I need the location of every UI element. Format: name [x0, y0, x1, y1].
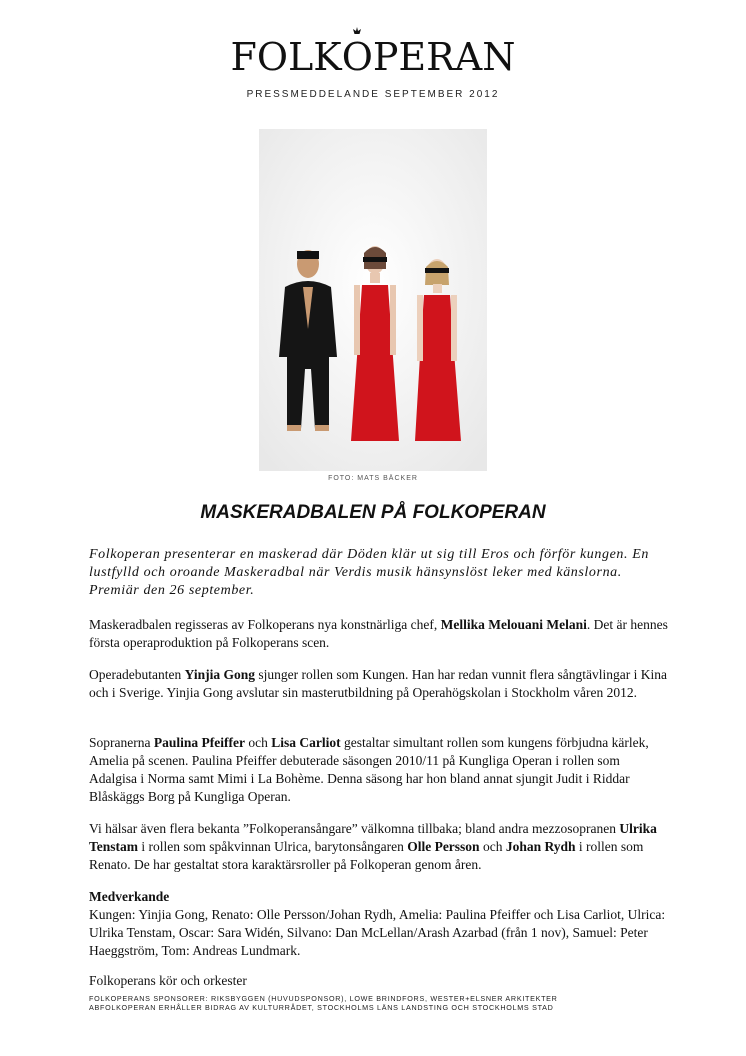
sponsors-footer — [89, 994, 689, 1012]
singer-olle-persson: Olle Persson — [407, 839, 480, 854]
logo-text-right: PERAN — [372, 35, 516, 79]
paragraph-returning-singers: Vi hälsar även flera bekanta ”Folkoperansångare” välkomna tillbaka; bland andra mezzosopranen Ulrika Tenstam i rollen som spåkvinnan Ulrica, barytonsångaren Olle Persson och Johan Rydh i rollen som Renato. De har gestaltat stora karaktärsroller på Folkoperan genom åren. — [89, 821, 657, 872]
paragraph-king: Operadebutanten Yinjia Gong sjunger rollen som Kungen. Han har redan vunnit flera sångtävlingar i Kina och i Sverige. Yinjia Gong avslutar sin masterutbildning på Operahögskolan i Stockholm våren 2012. — [89, 667, 667, 700]
sponsors-line-1: FOLKOPERANS SPONSORER: RIKSBYGGEN (HUVUDSPONSOR), LOWE BRINDFORS, WESTER+ELSNER ARKITEKTER — [89, 994, 558, 1003]
folkoperan-logo — [0, 36, 746, 78]
cast-heading: Medverkande — [89, 889, 170, 904]
cast-text: Kungen: Yinjia Gong, Renato: Olle Persson/Johan Rydh, Amelia: Paulina Pfeiffer och Lisa Carliot, Ulrica: Ulrika Tenstam, Oscar: Sara Widén, Silvano: Dan McLellan/Arash Azarbad (från 1 nov), Samuel: Peter Haeggström, Tom: Andreas Lundmark. — [89, 907, 666, 958]
headline: MASKERADBALEN PÅ FOLKOPERAN — [200, 502, 546, 523]
photo-credit: FOTO: MATS BÄCKER — [328, 475, 418, 482]
paragraph-choir-orchestra: Folkoperans kör och orkester — [89, 973, 247, 988]
singer-ulrika-tenstam: Ulrika Tenstam — [89, 821, 657, 854]
logo-text-left: FOLK — [230, 35, 342, 79]
paragraph-cast-list — [89, 888, 669, 960]
director-name: Mellika Melouani Melani — [440, 617, 587, 632]
singer-johan-rydh: Johan Rydh — [505, 839, 576, 854]
press-release-date: PRESSMEDDELANDE SEPTEMBER 2012 — [246, 89, 500, 100]
cast-photo-illustration — [259, 129, 487, 471]
logo-o: O — [342, 36, 373, 78]
lead-paragraph: Folkoperan presenterar en maskerad där Döden klär ut sig till Eros och förför kungen. En lustfylld och oroande Maskeradbal när Verdis musik hänsynslöst leker med känslorna. Premiär den 26 september. — [89, 547, 649, 598]
singer-lisa-carliot: Lisa Carliot — [271, 735, 341, 750]
sponsors-line-2: ABFOLKOPERAN ERHÅLLER BIDRAG AV KULTURRÅDET, STOCKHOLMS LÄNS LANDSTING OCH STOCKHOLMS STAD — [89, 1003, 554, 1012]
singer-paulina-pfeiffer: Paulina Pfeiffer — [153, 735, 245, 750]
singer-yinjia-gong: Yinjia Gong — [184, 667, 255, 682]
crown-icon — [350, 26, 364, 40]
paragraph-sopranos: Sopranerna Paulina Pfeiffer och Lisa Carliot gestaltar simultant rollen som kungens förbjudna kärlek, Amelia på scenen. Paulina Pfeiffer debuterade säsongen 2010/11 på Kungliga Operan i rollen som Adalgisa i Norma samt Mimi i La Bohème. Denna säsong har hon bland annat sjungit Judit i Riddar Blåskäggs Borg på Kungliga Operan. — [89, 735, 649, 804]
paragraph-director: Maskeradbalen regisseras av Folkoperans nya konstnärliga chef, Mellika Melouani Melani. Det är hennes första operaproduktion på Folkoperans scen. — [89, 617, 668, 650]
cast-photo — [259, 129, 487, 471]
